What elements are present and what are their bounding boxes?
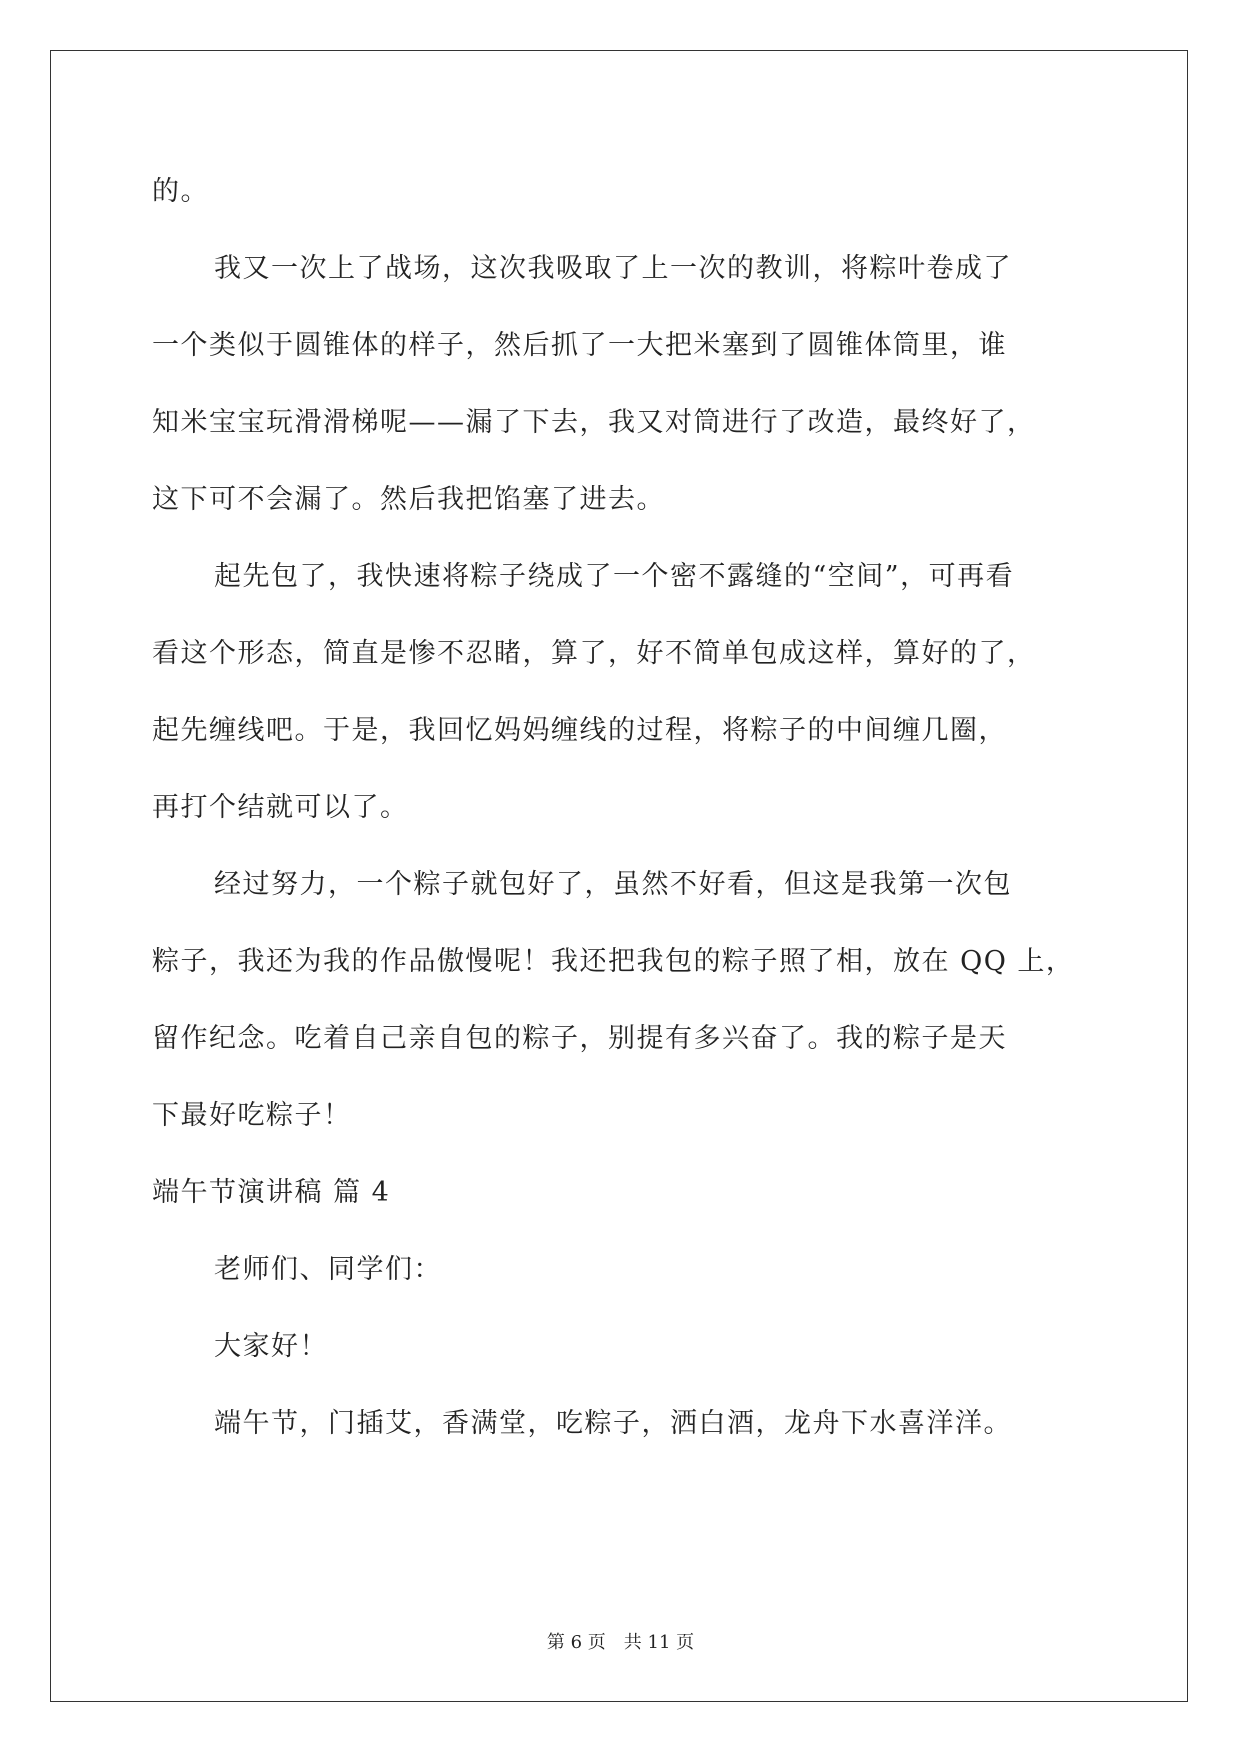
text-line: 的。: [152, 176, 209, 207]
text-line: 端午节，门插艾，香满堂，吃粽子，洒白酒，龙舟下水喜洋洋。: [214, 1408, 1012, 1439]
text-line: 大家好！: [214, 1331, 328, 1362]
text-line: 留作纪念。吃着自己亲自包的粽子，别提有多兴奋了。我的粽子是天: [152, 1023, 1007, 1054]
text-line: 知米宝宝玩滑滑梯呢——漏了下去，我又对筒进行了改造，最终好了，: [152, 407, 1036, 438]
text-line: 我又一次上了战场，这次我吸取了上一次的教训，将粽叶卷成了: [214, 253, 1012, 284]
text-line: 经过努力，一个粽子就包好了，虽然不好看，但这是我第一次包: [214, 869, 1012, 900]
text-line: 下最好吃粽子！: [152, 1100, 352, 1131]
page-number-footer: 第 6 页 共 11 页: [546, 1632, 695, 1653]
text-line: 一个类似于圆锥体的样子，然后抓了一大把米塞到了圆锥体筒里，谁: [152, 330, 1007, 361]
text-line: 老师们、同学们：: [214, 1254, 442, 1285]
text-line: 起先缠线吧。于是，我回忆妈妈缠线的过程，将粽子的中间缠几圈，: [152, 715, 1007, 746]
text-line: 看这个形态，简直是惨不忍睹，算了，好不简单包成这样，算好的了，: [152, 638, 1036, 669]
section-heading: 端午节演讲稿 篇 4: [152, 1177, 391, 1208]
text-line: 再打个结就可以了。: [152, 792, 409, 823]
text-line: 粽子，我还为我的作品傲慢呢！我还把我包的粽子照了相，放在 QQ 上，: [152, 946, 1075, 977]
text-line: 这下可不会漏了。然后我把馅塞了进去。: [152, 484, 665, 515]
text-line: 起先包了，我快速将粽子绕成了一个密不露缝的“空间”，可再看: [214, 561, 1015, 592]
